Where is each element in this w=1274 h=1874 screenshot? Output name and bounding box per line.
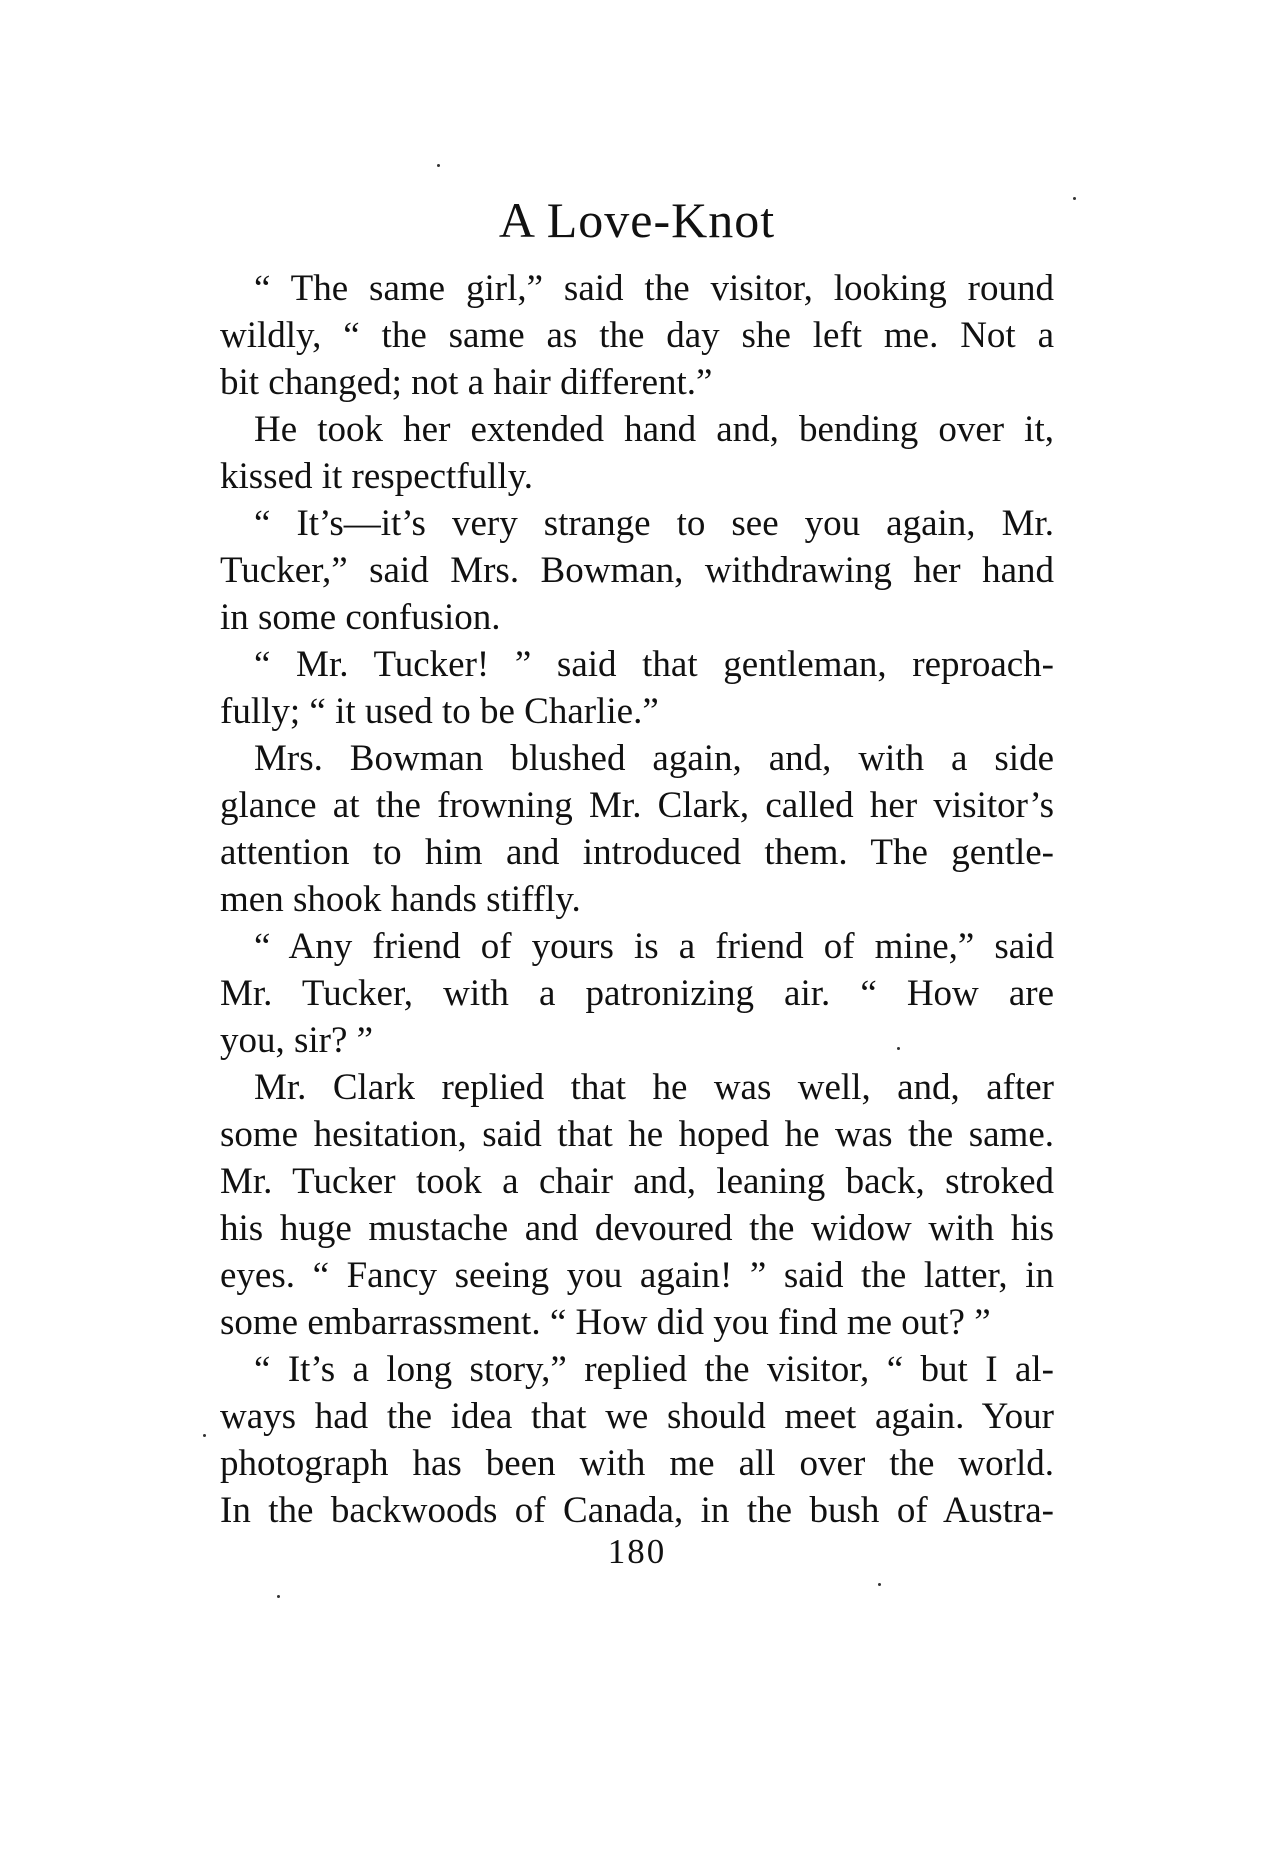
text-line: kissed it respectfully. bbox=[220, 456, 534, 497]
text-line: in some confusion. bbox=[220, 597, 501, 638]
print-speck bbox=[277, 1595, 280, 1598]
text-line: Mr. Clark replied that he was well, and, after bbox=[254, 1067, 1054, 1108]
print-speck bbox=[897, 1047, 900, 1050]
text-line: He took her extended hand and, bending over it, bbox=[254, 409, 1054, 450]
text-line: In the backwoods of Canada, in the bush of Austra- bbox=[220, 1490, 1054, 1531]
text-line: ways had the idea that we should meet again. Your bbox=[220, 1396, 1054, 1437]
print-speck bbox=[1073, 197, 1076, 200]
text-line: you, sir? ” bbox=[220, 1020, 374, 1061]
text-line: eyes. “ Fancy seeing you again! ” said the latter, in bbox=[220, 1255, 1054, 1296]
text-line: fully; “ it used to be Charlie.” bbox=[220, 691, 659, 732]
text-line: Mr. Tucker took a chair and, leaning back, stroked bbox=[220, 1161, 1054, 1202]
text-line: Mr. Tucker, with a patronizing air. “ How are bbox=[220, 973, 1054, 1014]
text-line: his huge mustache and devoured the widow with his bbox=[220, 1208, 1054, 1249]
page-number: 180 bbox=[607, 1532, 667, 1571]
text-line: glance at the frowning Mr. Clark, called her visitor’s bbox=[220, 785, 1054, 826]
text-line: photograph has been with me all over the world. bbox=[220, 1443, 1054, 1484]
text-line: “ It’s a long story,” replied the visitor, “ but I al- bbox=[254, 1349, 1054, 1390]
text-line: attention to him and introduced them. The gentle- bbox=[220, 832, 1054, 873]
text-line: men shook hands stiffly. bbox=[220, 879, 581, 920]
running-head: A Love-Knot bbox=[498, 192, 776, 248]
text-line: “ The same girl,” said the visitor, looking round bbox=[254, 268, 1054, 309]
text-line: Tucker,” said Mrs. Bowman, withdrawing her hand bbox=[220, 550, 1054, 591]
body-text bbox=[220, 265, 1054, 1534]
text-line: “ Any friend of yours is a friend of mine,” said bbox=[254, 926, 1054, 967]
text-line: Mrs. Bowman blushed again, and, with a side bbox=[254, 738, 1054, 779]
text-line: wildly, “ the same as the day she left me. Not a bbox=[220, 315, 1054, 356]
text-line: “ It’s—it’s very strange to see you again, Mr. bbox=[254, 503, 1054, 544]
print-speck bbox=[878, 1583, 881, 1586]
print-speck bbox=[437, 164, 440, 167]
text-line: bit changed; not a hair different.” bbox=[220, 362, 713, 403]
text-line: some hesitation, said that he hoped he was the same. bbox=[220, 1114, 1054, 1155]
text-line: “ Mr. Tucker! ” said that gentleman, reproach- bbox=[254, 644, 1054, 685]
print-speck bbox=[203, 1434, 206, 1437]
text-line: some embarrassment. “ How did you find me out? ” bbox=[220, 1302, 991, 1343]
